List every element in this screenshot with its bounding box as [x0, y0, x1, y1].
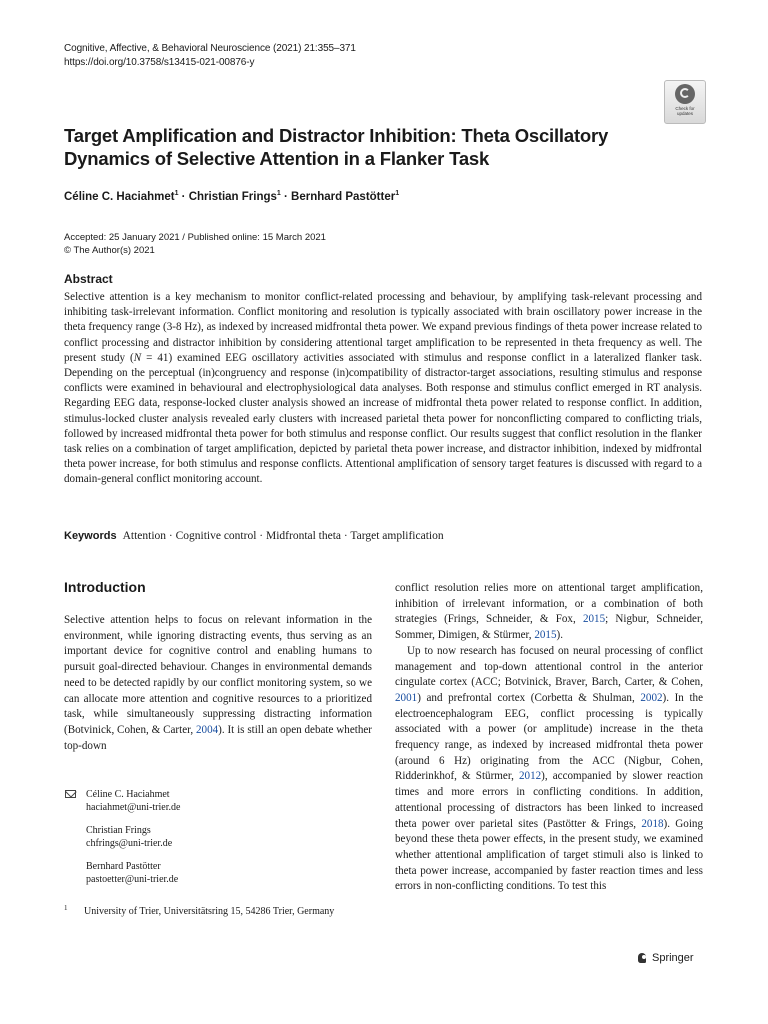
author-name[interactable]: Bernhard Pastötter [291, 190, 396, 203]
correspondence-entry: Christian Frings chfrings@uni-trier.de [64, 824, 372, 850]
publication-dates: Accepted: 25 January 2021 / Published online: 15 March 2021 © The Author(s) 2021 [64, 232, 326, 256]
author-name[interactable]: Céline C. Haciahmet [64, 190, 175, 203]
publisher-name: Springer [652, 952, 694, 964]
doi-link[interactable]: https://doi.org/10.3758/s13415-021-00876-y [64, 57, 255, 68]
correspondence-entry: Céline C. Haciahmet haciahmet@uni-trier.de [64, 788, 372, 814]
citation-link[interactable]: 2015 [534, 629, 557, 642]
correspondence-block [64, 788, 372, 896]
abstract-text: Selective attention is a key mechanism to monitor conflict-related processing and behaviour, by amplifying task-relevant processing and inhibiting task-irrelevant information. Conflict monitoring and resolution is typically associated with brain oscillatory power increase in the theta frequency range (3-8 Hz), as indexed by increased midfrontal theta power. We expand previous findings of theta power increase related to conflict processing and distractor inhibition by considering attentional target amplification to be represented in theta frequency as well. The present study (N = 41) examined EEG oscillatory activities associated with stimulus and response conflict in a lateralized flanker task. Depending on the perceptual (in)congruency and response (in)compatibility of distractor-target associations, resulting stimulus and response conflicts were examined in behavioural and electrophysiological data analyses. Both response and stimulus conflict emerged in RT analysis. Regarding EEG data, response-locked cluster analysis showed an increase of midfrontal theta power related to response conflict. In addition, stimulus-locked cluster analysis revealed early clusters with increased parietal theta power for nonconflicting compared to conflicting trials, followed by increased midfrontal theta power for both stimulus and response conflict. Our results suggest that conflict resolution in the flanker task relies on a combination of target amplification, depicted by parietal theta power increase, and distractor inhibition, indexed by midfrontal theta power increase, for both stimulus and response conflicts. Attentional amplification of sensory target features is discussed with regard to a domain-general conflict monitoring account. [64, 291, 702, 486]
affiliation: 1 University of Trier, Universitätsring 15, 54286 Trier, Germany [64, 904, 335, 917]
email-link[interactable]: pastoetter@uni-trier.de [86, 874, 179, 885]
intro-left-column: Selective attention helps to focus on relevant information in the environment, while ignoring distracting events, thus serving as an important device for cognitive control and enabling humans to pursuit goal-directed behaviour. Changes in environmental demands need to be detected rapidly by our conflict monitoring system, so we can allocate more attention and cognitive resources to a prioritized task, while simultaneously suppressing distracting information (Botvinick, Cohen, & Carter, 2004). It is still an open debate whether top-down [64, 614, 373, 752]
envelope-icon [65, 790, 76, 798]
citation-link[interactable]: 2012 [518, 770, 542, 783]
email-link[interactable]: haciahmet@uni-trier.de [86, 802, 181, 813]
citation-link[interactable]: 2001 [395, 691, 418, 704]
springer-horse-icon [636, 952, 648, 964]
keywords [64, 530, 444, 542]
paragraph: conflict resolution relies more on attentional target amplification, inhibition of irrelevant information, or a combination of both strategies (Frings, Schneider, & Fox, 2015; Nigbur, Schneider, Sommer, Dimigen, & Stürmer, 2015). [395, 582, 703, 642]
correspondence-entry: Bernhard Pastötter pastoetter@uni-trier.de [64, 860, 372, 886]
intro-right-column [395, 581, 703, 895]
check-for-updates-badge[interactable]: Check for updates [664, 80, 706, 124]
publisher-logo [636, 952, 694, 964]
journal-citation: Cognitive, Affective, & Behavioral Neuroscience (2021) 21:355–371 [64, 43, 356, 54]
author-name[interactable]: Christian Frings [188, 190, 277, 203]
citation-link[interactable]: 2018 [641, 817, 664, 830]
paragraph: Up to now research has focused on neural processing of conflict management and top-down attentional control in the anterior cingulate cortex (ACC; Botvinick, Braver, Barch, Carter, & Cohen, 2001) and prefrontal cortex (Corbetta & Shulman, 2002). In the electroencephalogram EEG, conflict processing is typically associated with a power (or amplitude) increase in the theta frequency range, as indexed by increased midfrontal theta power (around 6 Hz) originating from the ACC (Nigbur, Cohen, Ridderinkhof, & Stürmer, 2012), accompanied by slower reaction times and more errors in conflicting conditions. In addition, attentional processing of distractors has been linked to increased theta power over parietal sites (Pastötter & Frings, 2018). Going beyond these theta power effects, in the present study, we examined whether attentional amplification of target stimuli also is linked to theta power increase, accompanied by faster reaction times and less errors in non-conflicting conditions. To test this [395, 644, 704, 893]
email-link[interactable]: chfrings@uni-trier.de [86, 838, 173, 849]
citation-link[interactable]: 2002 [640, 691, 663, 704]
citation-link[interactable]: 2004 [195, 723, 219, 736]
update-icon [675, 84, 695, 104]
keywords-label: Keywords [64, 530, 117, 542]
paper-title: Target Amplification and Distractor Inhibition: Theta Oscillatory Dynamics of Selective Attention in a Flanker Task [64, 125, 609, 169]
author-list: Céline C. Haciahmet$^1$ · Christian Frings$^1$ · Bernhard Pastötter$^1$ [64, 190, 400, 203]
citation-link[interactable]: 2015 [582, 613, 606, 626]
section-heading-introduction: Introduction [64, 579, 146, 595]
keywords-list: Attention · Cognitive control · Midfrontal theta · Target amplification [122, 530, 444, 542]
journal-header [64, 42, 356, 70]
abstract-heading: Abstract [64, 272, 113, 286]
copyright: © The Author(s) 2021 [64, 245, 155, 256]
